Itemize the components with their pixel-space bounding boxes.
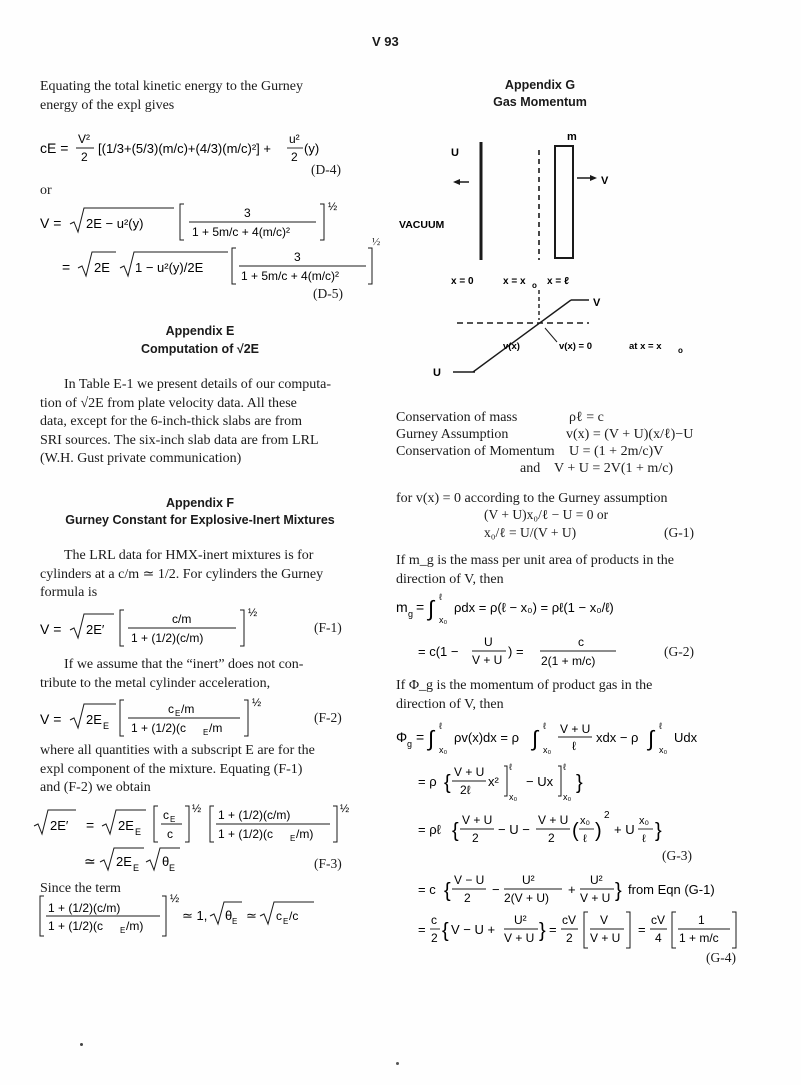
svg-text:−: −: [492, 882, 500, 897]
svg-text:U²: U²: [522, 873, 535, 887]
svg-text:2E: 2E: [116, 854, 132, 869]
svg-text:=: =: [86, 817, 95, 833]
svg-text:x₀: x₀: [439, 745, 448, 755]
svg-text:E: E: [135, 827, 142, 837]
svg-text:½: ½: [252, 697, 262, 709]
label-u-bottom: U: [433, 367, 441, 379]
velocity-profile-line: [473, 300, 571, 372]
svg-text:− U −: − U −: [498, 822, 530, 837]
svg-text:2E′: 2E′: [86, 622, 105, 637]
svg-text:½: ½: [340, 803, 350, 815]
svg-text:1 + 5m/c + 4(m/c)²: 1 + 5m/c + 4(m/c)²: [241, 269, 340, 283]
svg-text:∫: ∫: [428, 596, 435, 621]
svg-text:=: =: [62, 259, 71, 275]
svg-text:): ): [595, 820, 602, 842]
svg-text:x₀: x₀: [509, 792, 518, 802]
svg-text:1 + (1/2)(c: 1 + (1/2)(c: [48, 919, 104, 933]
svg-text:2ℓ: 2ℓ: [460, 783, 471, 797]
equation-g1a: (V + U)x₀/ℓ − U = 0 or: [484, 507, 609, 522]
svg-text:V =: V =: [40, 621, 62, 637]
label-atx: at x = x: [629, 341, 662, 352]
svg-text:c/m: c/m: [172, 612, 192, 626]
svg-text:Φ: Φ: [396, 729, 408, 745]
label-f1: (F-1): [314, 620, 342, 635]
svg-text:ℓ: ℓ: [439, 721, 442, 731]
svg-text:{: {: [444, 772, 451, 794]
svg-text:3: 3: [294, 250, 301, 264]
svg-text:U²: U²: [590, 873, 603, 887]
svg-text:½: ½: [248, 607, 258, 619]
svg-text:}: }: [576, 772, 583, 794]
svg-text:V =: V =: [40, 711, 62, 727]
label-xx0: x = x: [503, 276, 526, 287]
svg-text:x₀: x₀: [639, 815, 650, 827]
svg-text:½: ½: [192, 803, 202, 815]
appendix-e-title: Appendix E: [165, 324, 235, 338]
intro-paragraph: [40, 78, 303, 115]
mg-paragraph: [396, 552, 674, 589]
page-number: V 93: [372, 34, 399, 49]
text-line: In Table E-1 we present details of our computa-: [64, 377, 332, 392]
text-line: direction of V, then: [396, 696, 504, 712]
equation-g3b: [392, 760, 732, 806]
svg-text:∫: ∫: [428, 726, 435, 751]
text-line: energy of the expl gives: [40, 97, 175, 113]
svg-text:2E: 2E: [94, 260, 110, 275]
label-xx0-sub: o: [532, 281, 537, 290]
label-g3: (G-3): [662, 848, 692, 863]
text-line: expl component of the mixture. Equating (F-1): [40, 761, 303, 777]
svg-text:U²: U²: [514, 913, 527, 927]
svg-text:1 − u²(y)/2E: 1 − u²(y)/2E: [135, 260, 204, 275]
svg-text:1 + (1/2)(c/m): 1 + (1/2)(c/m): [48, 901, 121, 915]
svg-text:cE =: cE =: [40, 140, 69, 156]
svg-text:+ U: + U: [614, 822, 635, 837]
svg-text:c: c: [276, 909, 282, 923]
label-vx0: v(x) = 0: [559, 341, 593, 352]
exponent-half: ½: [372, 236, 381, 248]
svg-text:E: E: [170, 815, 176, 824]
label-m: m: [567, 131, 577, 143]
svg-text:g: g: [408, 609, 414, 619]
equation-f3b: [80, 846, 240, 876]
and-label: and: [520, 461, 541, 476]
svg-text:V: V: [600, 913, 609, 927]
text-line: formula is: [40, 585, 98, 600]
svg-text:ℓ: ℓ: [439, 592, 442, 602]
equation-f3a: [30, 800, 370, 852]
svg-text:V + U: V + U: [538, 813, 569, 827]
svg-text:g: g: [407, 739, 413, 749]
appendix-g-subtitle: Gas Momentum: [493, 95, 587, 109]
label-xl: x = ℓ: [547, 276, 569, 287]
svg-text:V − U +: V − U +: [451, 922, 496, 937]
svg-text:{: {: [452, 820, 459, 842]
svg-text:1 + (1/2)(c: 1 + (1/2)(c: [131, 721, 187, 735]
svg-text:E: E: [133, 863, 140, 873]
text-line: direction of V, then: [396, 571, 504, 587]
label-u-top: U: [451, 147, 459, 159]
svg-text:}: }: [539, 920, 546, 942]
scan-speck: [396, 1062, 399, 1065]
appendix-f-title: Appendix F: [165, 496, 235, 510]
appendix-e-subtitle: Computation of √2E: [141, 342, 259, 356]
appendix-e-paragraph: [40, 376, 331, 469]
text-line: If Φ_g is the momentum of product gas in the: [396, 678, 653, 693]
svg-text:/c: /c: [289, 909, 299, 923]
svg-text:x₀: x₀: [580, 815, 591, 827]
appendix-f-subtitle: Gurney Constant for Explosive-Inert Mixtures: [65, 513, 335, 527]
text-line: tion of √2E from plate velocity data. All these: [40, 395, 297, 411]
svg-text:2E′: 2E′: [50, 818, 69, 833]
svg-text:u²: u²: [289, 132, 300, 146]
label-g4: (G-4): [706, 950, 736, 965]
text-line: (W.H. Gust private communication): [40, 451, 242, 466]
svg-text:ℓ: ℓ: [543, 721, 546, 731]
svg-text:/m: /m: [181, 702, 195, 716]
for-text: for v(x) = 0 according to the Gurney assumption: [396, 491, 668, 506]
svg-text:cV: cV: [651, 913, 666, 927]
svg-text:ℓ: ℓ: [509, 762, 512, 772]
svg-text:ρv(x)dx = ρ: ρv(x)dx = ρ: [454, 730, 519, 745]
svg-text:3: 3: [244, 206, 251, 220]
svg-text:x²: x²: [488, 774, 499, 789]
svg-text:= ρℓ: = ρℓ: [418, 822, 441, 837]
appendix-f-paragraph-1: [40, 547, 323, 603]
svg-text:E: E: [120, 926, 126, 935]
svg-text:θ: θ: [162, 854, 170, 869]
svg-text:c: c: [163, 808, 169, 822]
text-line: Equating the total kinetic energy to the Gurney: [40, 79, 303, 94]
equation-g4b: [392, 906, 752, 956]
svg-text:+: +: [568, 882, 576, 897]
gurney-diagram: [395, 120, 725, 390]
svg-text:=: =: [418, 922, 426, 937]
svg-text:m: m: [396, 599, 408, 615]
svg-text:= ρ: = ρ: [418, 774, 437, 789]
svg-text:ℓ: ℓ: [659, 721, 662, 731]
svg-text:≃: ≃: [246, 908, 257, 923]
label-x0: x = 0: [451, 276, 474, 287]
svg-text:½: ½: [328, 201, 338, 213]
svg-text:≃ 1,: ≃ 1,: [182, 908, 208, 923]
svg-text:V + U: V + U: [454, 765, 485, 779]
equation-f2: [36, 694, 296, 744]
svg-text:ρdx = ρ(ℓ − x₀) = ρℓ(1 − x: ρdx = ρ(ℓ − x₀) = ρℓ(1 − x₀/ℓ): [454, 600, 614, 615]
since-text: Since the term: [40, 881, 121, 896]
svg-text:from Eqn (G-1): from Eqn (G-1): [628, 882, 715, 897]
svg-text:=: =: [549, 922, 557, 937]
svg-text:2(V + U): 2(V + U): [504, 891, 550, 905]
svg-text:c: c: [431, 913, 437, 927]
svg-text:(: (: [572, 820, 579, 842]
svg-text:E: E: [290, 834, 296, 843]
svg-text:V − U: V − U: [454, 873, 485, 887]
svg-text:x₀: x₀: [439, 615, 448, 625]
label-g2: (G-2): [664, 644, 694, 659]
appendix-f-paragraph-2: [40, 656, 303, 693]
svg-text:∫: ∫: [648, 726, 655, 751]
svg-text:V + U: V + U: [590, 931, 621, 945]
appendix-f-paragraph-3: [40, 742, 315, 798]
svg-text:=: =: [416, 599, 425, 615]
svg-text:2E: 2E: [86, 712, 102, 727]
label-vx: v(x): [503, 341, 520, 352]
svg-text:2: 2: [81, 150, 88, 164]
svg-text:{: {: [442, 920, 449, 942]
svg-text:=: =: [638, 922, 646, 937]
svg-text:E: E: [232, 917, 238, 926]
svg-text:2: 2: [291, 150, 298, 164]
equation-d5a: [36, 198, 356, 248]
text-line: cylinders at a c/m ≃ 1/2. For cylinders the Gurney: [40, 566, 324, 582]
svg-text:2: 2: [566, 931, 573, 945]
text-line: The LRL data for HMX-inert mixtures is for: [64, 548, 314, 563]
svg-text:/m): /m): [296, 827, 314, 841]
svg-text:θ: θ: [225, 908, 233, 923]
label-vacuum: VACUUM: [399, 219, 445, 231]
and-eq: V + U = 2V(1 + m/c): [554, 461, 674, 476]
svg-text:V + U: V + U: [472, 653, 503, 667]
text-line: SRI sources. The six-inch slab data are from LRL: [40, 432, 319, 448]
svg-text:1 + (1/2)(c/m): 1 + (1/2)(c/m): [218, 808, 291, 822]
svg-text:½: ½: [170, 893, 180, 905]
equation-f1: [36, 604, 296, 654]
svg-text:4: 4: [655, 931, 662, 945]
svg-text:V + U: V + U: [580, 891, 611, 905]
svg-text:2(1 + m/c): 2(1 + m/c): [541, 654, 596, 668]
svg-text:ℓ: ℓ: [642, 833, 646, 845]
text-line: data, except for the 6-inch-thick slabs are from: [40, 414, 303, 429]
svg-text:(y): (y): [304, 141, 320, 156]
svg-text:1 + (1/2)(c/m): 1 + (1/2)(c/m): [131, 631, 204, 645]
svg-text:E: E: [103, 721, 110, 731]
text-line: where all quantities with a subscript E are for the: [40, 743, 315, 758]
svg-text:= c: = c: [418, 882, 436, 897]
label-atx-sub: o: [678, 346, 683, 355]
equation-g3c: [392, 804, 732, 854]
cons-mass-label: Conservation of mass: [396, 410, 518, 425]
svg-text:2: 2: [548, 831, 555, 845]
svg-text:U: U: [484, 635, 493, 649]
svg-text:x₀: x₀: [543, 745, 552, 755]
svg-text:2E: 2E: [118, 818, 134, 833]
svg-text:E: E: [175, 709, 181, 718]
label-v-bottom: V: [593, 297, 601, 309]
label-f3: (F-3): [314, 856, 342, 871]
svg-text:2: 2: [604, 810, 610, 821]
svg-text:) =: ) =: [508, 644, 524, 659]
svg-text:1: 1: [698, 913, 705, 927]
svg-text:V =: V =: [40, 215, 62, 231]
svg-text:∫: ∫: [532, 726, 539, 751]
cons-momentum-label: Conservation of Momentum: [396, 444, 555, 459]
svg-text:ℓ: ℓ: [563, 762, 566, 772]
svg-text:x₀: x₀: [563, 792, 572, 802]
svg-text:ℓ: ℓ: [583, 833, 587, 845]
cons-momentum-eq: U = (1 + 2m/c)V: [569, 444, 664, 459]
equation-g1b: x₀/ℓ = U/(V + U): [484, 525, 577, 540]
equation-g3a: [392, 716, 732, 760]
svg-text:1 + m/c: 1 + m/c: [679, 931, 719, 945]
gurney-assumption-eq: v(x) = (V + U)(x/ℓ)−U: [566, 427, 694, 442]
label-d5: (D-5): [313, 286, 343, 301]
svg-text:/m): /m): [126, 919, 144, 933]
svg-text:≃: ≃: [84, 853, 96, 869]
text-line: If m_g is the mass per unit area of products in the: [396, 553, 674, 568]
text-line: tribute to the metal cylinder acceleration,: [40, 675, 271, 691]
gurney-assumption-label: Gurney Assumption: [396, 427, 509, 442]
text-line: If we assume that the “inert” does not con-: [64, 657, 304, 672]
svg-text:}: }: [655, 820, 662, 842]
label-f2: (F-2): [314, 710, 342, 725]
phi-paragraph: [396, 677, 652, 714]
svg-text:x₀: x₀: [659, 745, 668, 755]
svg-text:[(1/3+(5/3)(m/c)+(4/3)(m/c)²]: [(1/3+(5/3)(m/c)+(4/3)(m/c)²] +: [98, 141, 271, 156]
appendix-g-title: Appendix G: [504, 78, 576, 92]
svg-text:Udx: Udx: [674, 730, 698, 745]
svg-text:2: 2: [464, 891, 471, 905]
svg-text:c: c: [578, 635, 584, 649]
svg-text:2E − u²(y): 2E − u²(y): [86, 216, 144, 231]
svg-text:− Ux: − Ux: [526, 774, 554, 789]
svg-text:= c(1 −: = c(1 −: [418, 644, 459, 659]
svg-text:1 + (1/2)(c: 1 + (1/2)(c: [218, 827, 274, 841]
cons-mass-eq: ρℓ = c: [569, 410, 604, 425]
svg-text:E: E: [203, 728, 209, 737]
equation-g2: [392, 590, 732, 674]
scan-speck: [80, 1043, 83, 1046]
svg-text:c: c: [167, 827, 173, 841]
metal-plate: [555, 146, 573, 258]
svg-text:1 + 5m/c + 4(m/c)²: 1 + 5m/c + 4(m/c)²: [192, 225, 291, 239]
svg-text:=: =: [416, 729, 425, 745]
svg-text:E: E: [169, 863, 176, 873]
equation-since: [36, 888, 336, 944]
svg-text:/m: /m: [209, 721, 223, 735]
svg-text:{: {: [444, 880, 451, 902]
svg-text:cV: cV: [562, 913, 577, 927]
svg-text:2: 2: [431, 931, 438, 945]
svg-text:xdx − ρ: xdx − ρ: [596, 730, 639, 745]
svg-text:V + U: V + U: [504, 931, 535, 945]
label-v-top: V: [601, 175, 609, 187]
svg-text:V + U: V + U: [462, 813, 493, 827]
svg-text:2: 2: [472, 831, 479, 845]
svg-text:E: E: [283, 917, 289, 926]
svg-text:V²: V²: [78, 132, 90, 146]
svg-text:c: c: [168, 702, 174, 716]
svg-text:ℓ: ℓ: [572, 739, 576, 753]
label-g1: (G-1): [664, 525, 694, 540]
svg-text:}: }: [615, 880, 622, 902]
text-line: and (F-2) we obtain: [40, 780, 151, 795]
or-text: or: [40, 183, 52, 198]
label-d4: (D-4): [311, 162, 341, 177]
svg-text:V + U: V + U: [560, 722, 591, 736]
